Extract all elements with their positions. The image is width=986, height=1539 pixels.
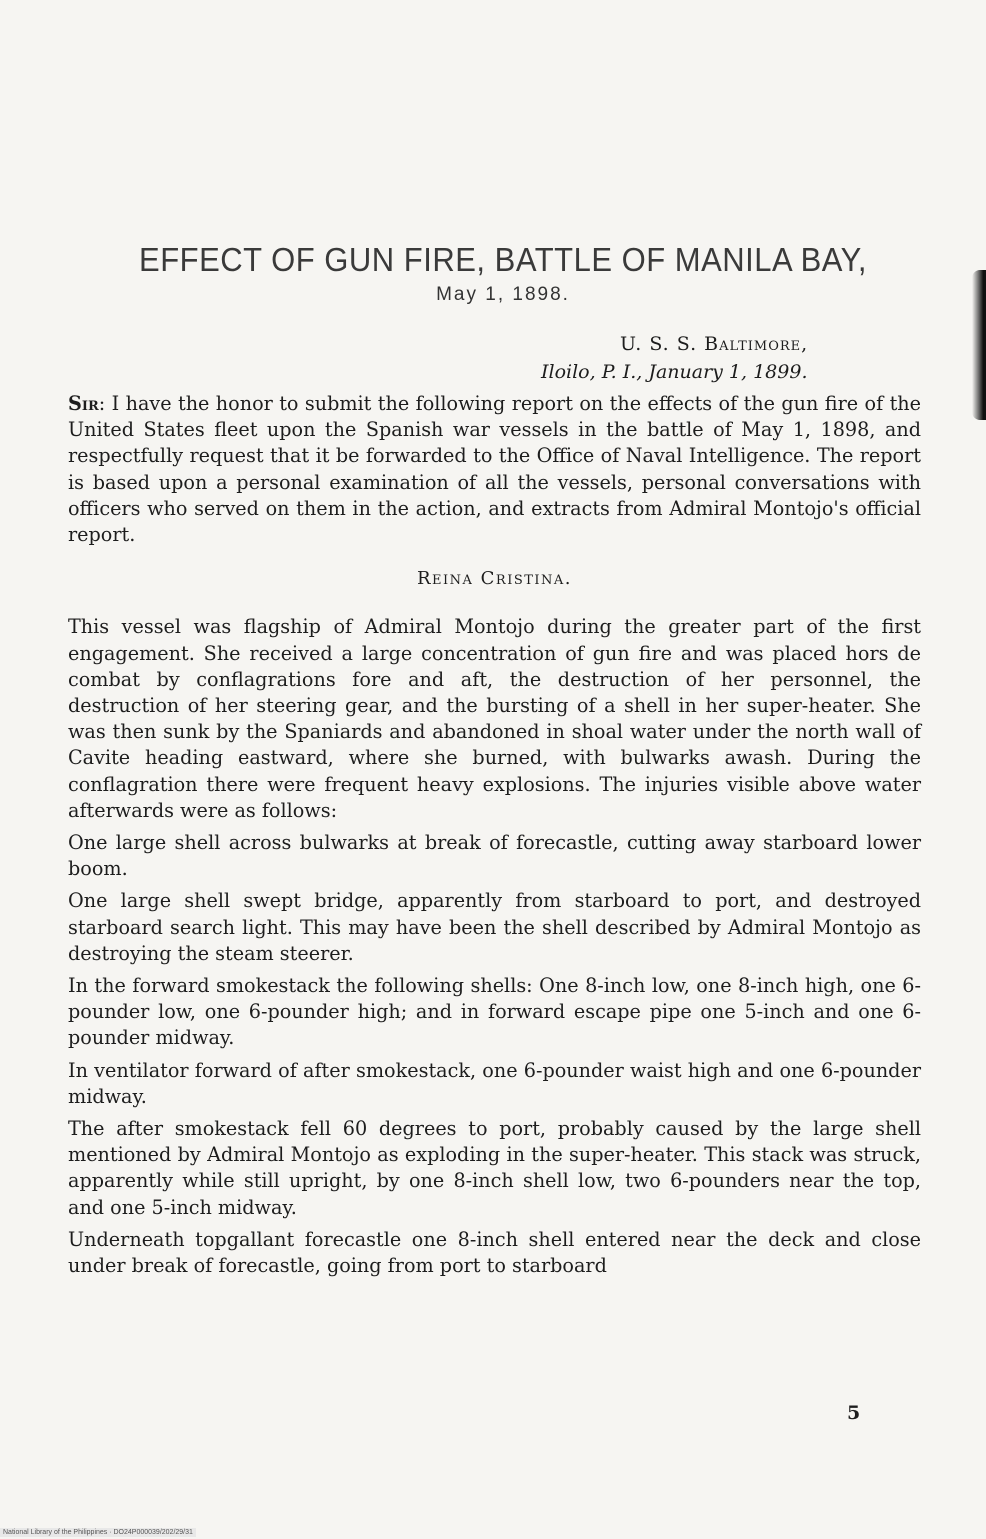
page-edge-shadow <box>972 270 986 420</box>
page-number: 5 <box>847 1402 861 1424</box>
body-text <box>68 391 921 1279</box>
paragraph: This vessel was flagship of Admiral Montojo during the greater part of the first engagement. She received a large concentration of gun fire and was placed hors de combat by conflagrations fore and aft, the destruction of her personnel, the destruction of her steering gear, and the bursting of a shell in her super-heater. She was then sunk by the Spaniards and abandoned in shoal water under the north wall of Cavite heading eastward, where she burned, with bulwarks awash. During the conflagration there were frequent heavy explosions. The injuries visible above water afterwards were as follows: <box>68 615 921 822</box>
paragraph: In the forward smokestack the following shells: One 8-inch low, one 8-inch high, one 6-pounder low, one 6-pounder high; and in forward escape pipe one 5-inch and one 6-pounder midway. <box>68 974 921 1050</box>
section-heading: Reina Cristina. <box>416 568 573 590</box>
paragraph: The after smokestack fell 60 degrees to port, probably caused by the large shell mentioned by Admiral Montojo as exploding in the super-heater. This stack was struck, apparently while still upright, by one 8-inch shell low, two 6-pounders near the top, and one 5-inch midway. <box>68 1117 921 1219</box>
opening-paragraph-text: : I have the honor to submit the following report on the effects of the gun fire of the United States fleet upon the Spanish war vessels in the battle of May 1, 1898, and respectfully request that it be forwarded to the Office of Naval Intelligence. The report is based upon a personal examination of all the vessels, personal conversations with officers who served on them in the action, and extracts from Admiral Montojo's official report. <box>68 392 921 547</box>
paragraph: Underneath topgallant forecastle one 8-inch shell entered near the deck and close under break of forecastle, going from port to starboard <box>68 1227 921 1278</box>
paragraph: One large shell across bulwarks at break of forecastle, cutting away starboard lower boom. <box>68 831 921 881</box>
paragraph: In ventilator forward of after smokestack, one 6-pounder waist high and one 6-pounder midway. <box>68 1058 921 1108</box>
page-date: May 1, 1898. <box>436 284 570 305</box>
page-title: EFFECT OF GUN FIRE, BATTLE OF MANILA BAY, <box>139 240 867 279</box>
footer-watermark: National Library of the Philippines · DO24P000039/202/29/31 <box>0 1528 196 1537</box>
opening-paragraph <box>68 391 921 548</box>
ship-name: U. S. S. Baltimore, <box>620 333 809 355</box>
salutation: Sir <box>68 392 99 415</box>
paragraph: One large shell swept bridge, apparently from starboard to port, and destroyed starboard search light. This may have been the shell described by Admiral Montojo as destroying the steam steerer. <box>68 889 921 965</box>
place-and-date: Iloilo, P. I., January 1, 1899. <box>541 361 808 383</box>
